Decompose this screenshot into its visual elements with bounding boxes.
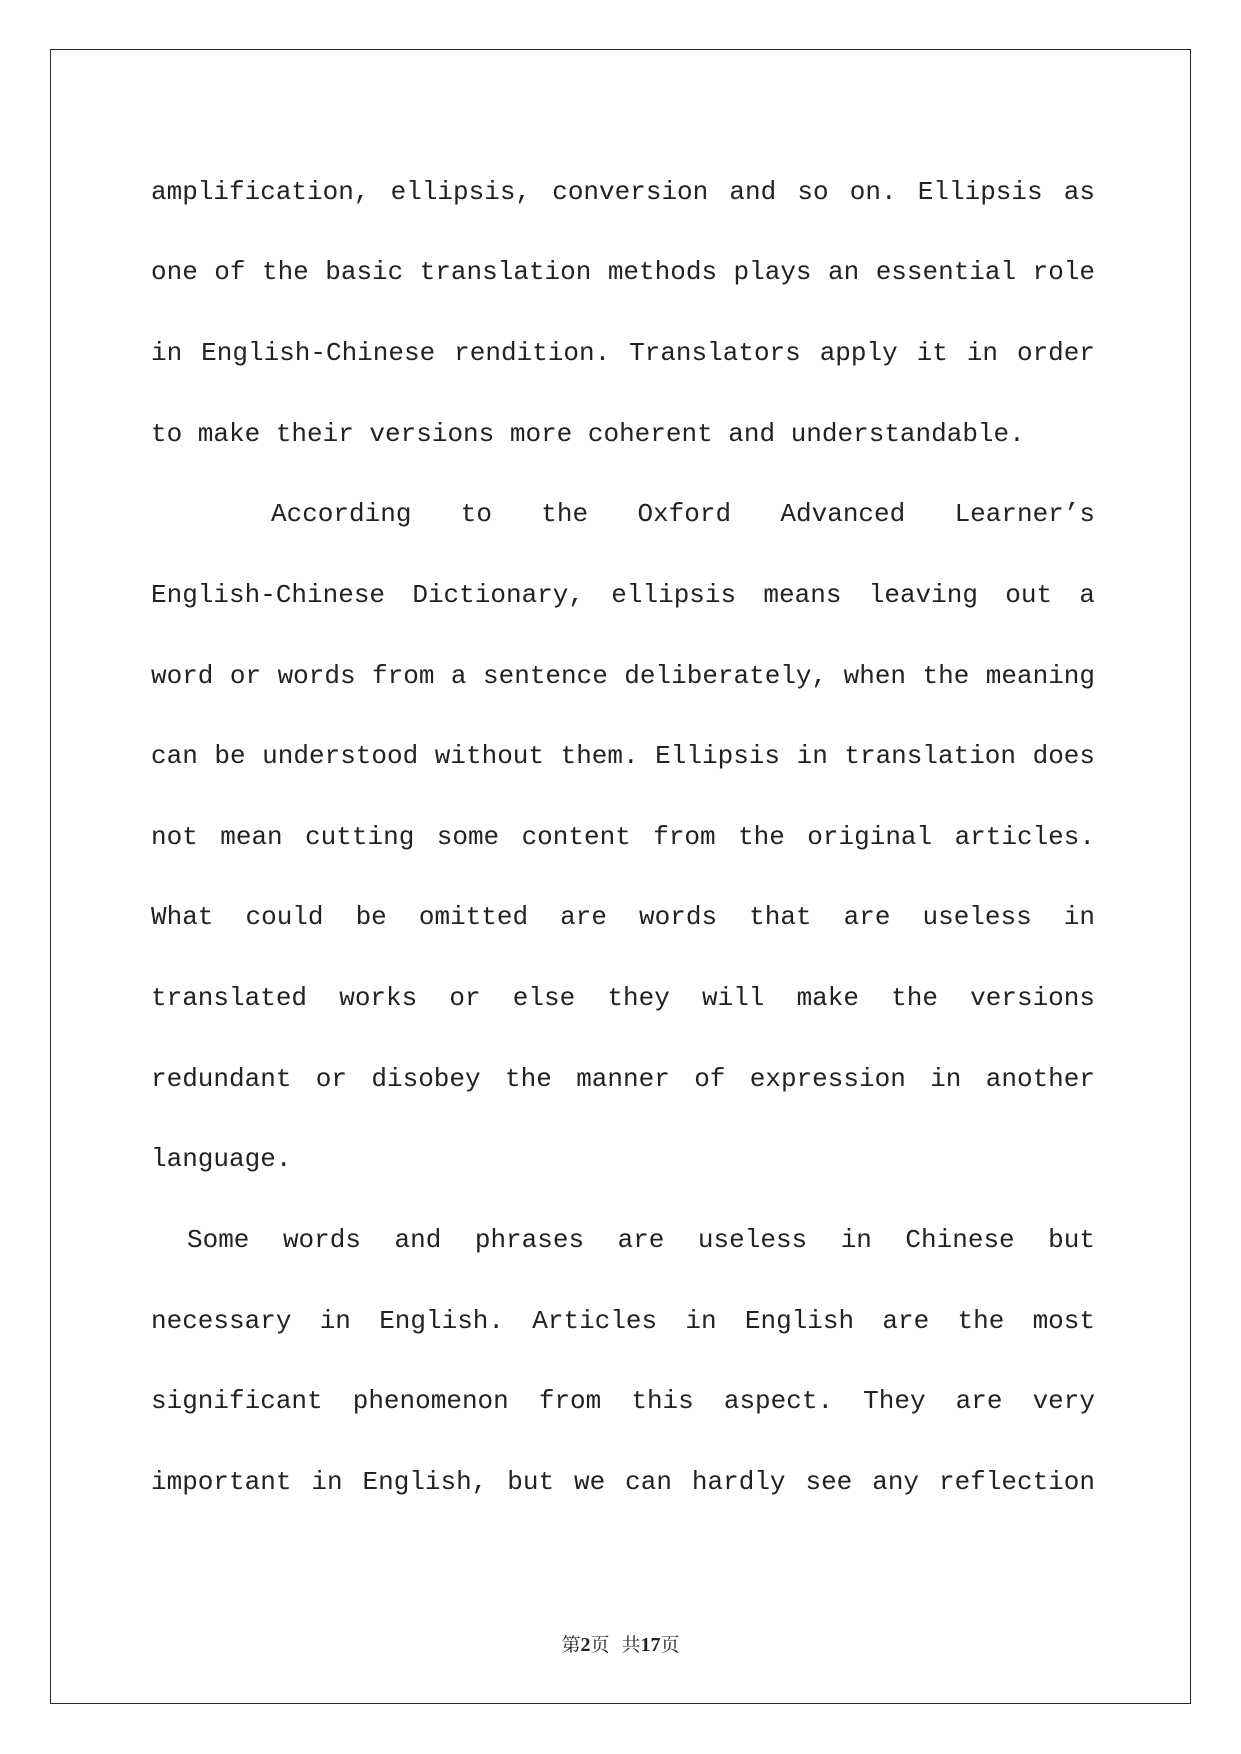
footer-middle: 页 共 bbox=[590, 1634, 641, 1656]
text-line: amplification, ellipsis, conversion and so on. Ellipsis as bbox=[151, 177, 1095, 207]
text-line: in English-Chinese rendition. Translators apply it in order bbox=[151, 338, 1095, 368]
footer-total-pages: 17 bbox=[640, 1634, 661, 1656]
text-line: necessary in English. Articles in English are the most bbox=[151, 1306, 1095, 1336]
text-line: important in English, but we can hardly see any reflection bbox=[151, 1467, 1095, 1497]
text-line: What could be omitted are words that are useless in bbox=[151, 902, 1095, 932]
text-line: to make their versions more coherent and understandable. bbox=[151, 419, 1025, 449]
text-line: can be understood without them. Ellipsis in translation does bbox=[151, 741, 1095, 771]
text-line: According to the Oxford Advanced Learner’s bbox=[271, 499, 1095, 529]
page-number-footer bbox=[0, 1632, 1241, 1658]
footer-prefix: 第 bbox=[561, 1634, 581, 1656]
footer-suffix: 页 bbox=[660, 1634, 680, 1656]
text-line: translated works or else they will make the versions bbox=[151, 983, 1095, 1013]
text-line: redundant or disobey the manner of expression in another bbox=[151, 1064, 1095, 1094]
text-line: English-Chinese Dictionary, ellipsis means leaving out a bbox=[151, 580, 1095, 610]
text-line: one of the basic translation methods plays an essential role bbox=[151, 257, 1095, 287]
text-line: word or words from a sentence deliberately, when the meaning bbox=[151, 661, 1095, 691]
footer-page-number: 2 bbox=[580, 1634, 591, 1656]
page-border bbox=[50, 49, 1191, 1704]
text-line: Some words and phrases are useless in Chinese but bbox=[187, 1225, 1095, 1255]
text-line: significant phenomenon from this aspect. They are very bbox=[151, 1386, 1095, 1416]
text-line: language. bbox=[151, 1144, 292, 1174]
text-line: not mean cutting some content from the original articles. bbox=[151, 822, 1095, 852]
